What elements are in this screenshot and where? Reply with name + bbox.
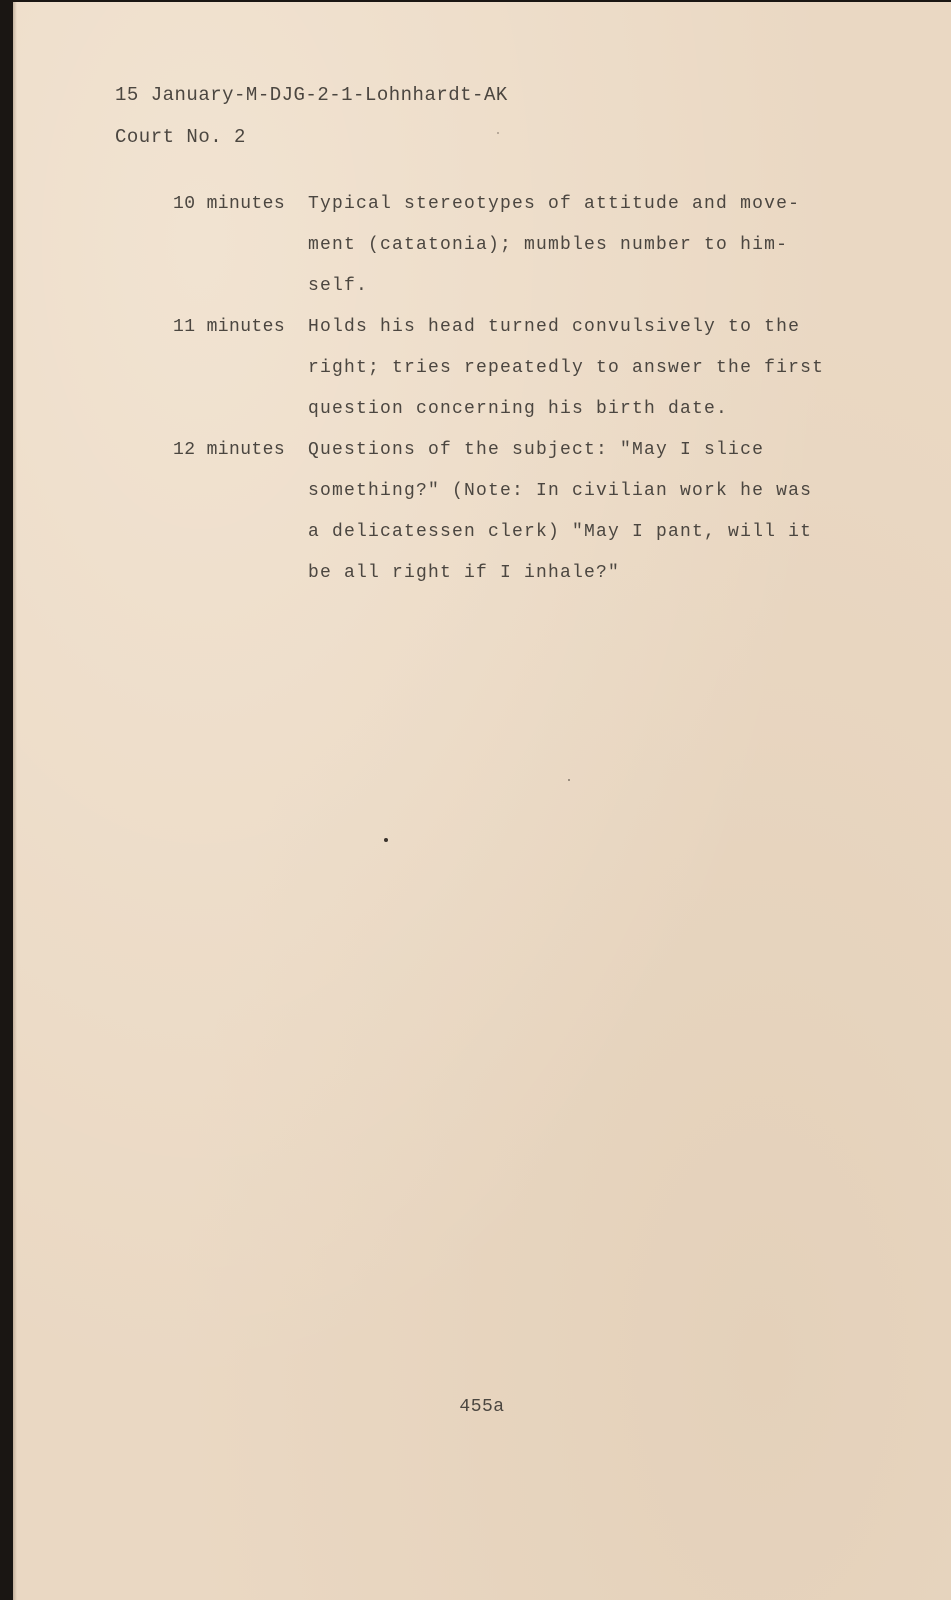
case-reference: 15 January-M-DJG-2-1-Lohnhardt-AK — [115, 84, 508, 106]
observation-log — [173, 184, 833, 594]
log-entry — [173, 184, 833, 307]
paper-speck — [497, 132, 499, 134]
entry-time: 11 minutes — [173, 317, 286, 337]
paper-speck — [384, 838, 388, 842]
paper-speck — [568, 779, 570, 781]
log-entry — [173, 307, 833, 430]
court-number: Court No. 2 — [115, 126, 246, 148]
document-page — [13, 2, 951, 1600]
entry-time: 10 minutes — [173, 194, 286, 214]
log-entry — [173, 430, 833, 594]
entry-time: 12 minutes — [173, 440, 286, 460]
entry-text: Typical stereotypes of attitude and move-ment (catatonia); mumbles number to him-self. — [308, 194, 801, 296]
entry-text: Holds his head turned convulsively to the right; tries repeatedly to answer the first question concerning his birth date. — [308, 317, 825, 419]
page-number: 455a — [459, 1397, 505, 1417]
entry-text: Questions of the subject: "May I slice something?" (Note: In civilian work he was a delicatessen clerk) "May I pant, will it be all right if I inhale?" — [308, 440, 813, 583]
